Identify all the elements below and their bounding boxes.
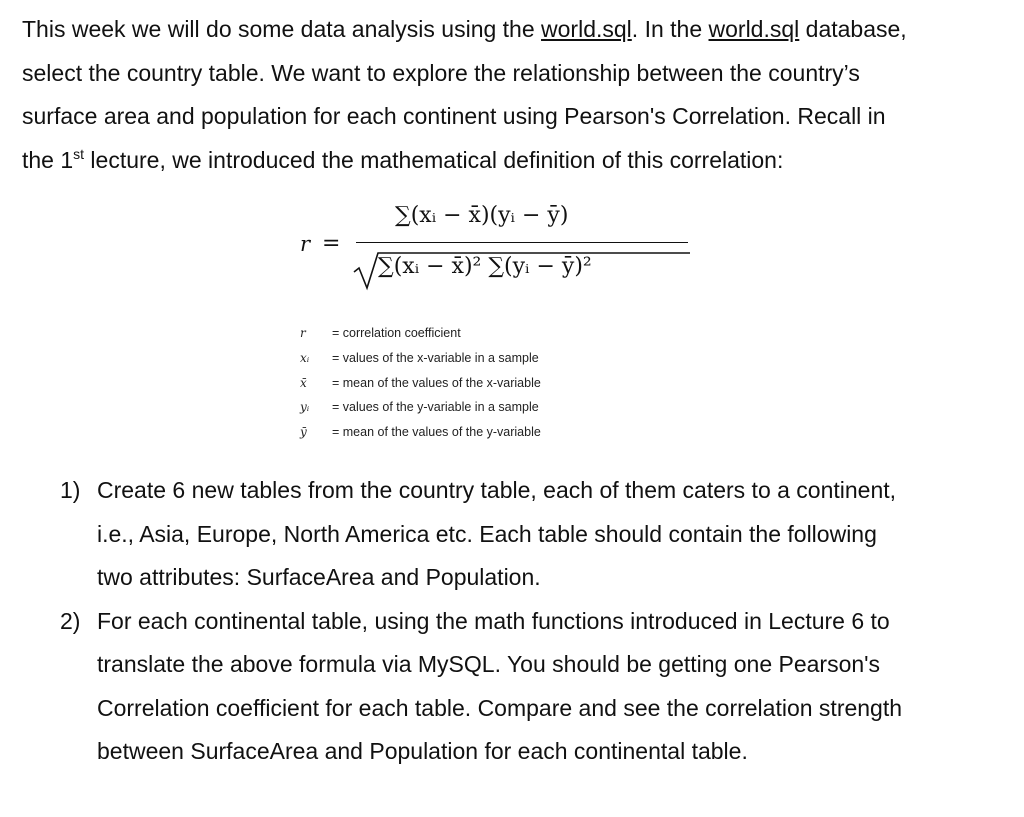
legend-text: = values of the x-variable in a sample bbox=[332, 350, 539, 365]
formula-equals: = bbox=[322, 231, 341, 256]
formula-denominator: ∑(xᵢ − x̄)² ∑(yᵢ − ȳ)² bbox=[378, 254, 592, 279]
formula-legend bbox=[300, 321, 541, 445]
questions-list bbox=[60, 469, 972, 774]
legend-text: = values of the y-variable in a sample bbox=[332, 400, 539, 415]
legend-text: = correlation coefficient bbox=[332, 326, 461, 340]
legend-symbol: yᵢ bbox=[300, 400, 310, 415]
question-line: i.e., Asia, Europe, North America etc. Each table should contain the following bbox=[97, 520, 877, 547]
formula-numerator: ∑(xᵢ − x̄)(yᵢ − ȳ) bbox=[395, 203, 569, 228]
intro-line-2: select the country table. We want to explore the relationship between the country’s bbox=[22, 59, 860, 86]
pearson-formula bbox=[300, 200, 700, 300]
ordinal-superscript: st bbox=[73, 145, 85, 162]
intro-line-3: surface area and population for each continent using Pearson's Correlation. Recall in bbox=[22, 103, 886, 129]
question-text bbox=[97, 600, 972, 774]
legend-text: = mean of the values of the x-variable bbox=[332, 375, 541, 390]
intro-text: This week we will do some data analysis using the bbox=[22, 16, 542, 42]
intro-line-1 bbox=[22, 8, 992, 52]
formula-lhs: r bbox=[300, 232, 311, 256]
question-line: between SurfaceArea and Population for each continental table. bbox=[97, 738, 748, 764]
question-line: Create 6 new tables from the country table, each of them caters to a continent, bbox=[97, 477, 897, 503]
legend-symbol: r bbox=[300, 326, 306, 340]
intro-text: database, bbox=[799, 16, 907, 42]
legend-row bbox=[300, 395, 541, 420]
question-1 bbox=[60, 469, 972, 600]
legend-symbol: xᵢ bbox=[300, 350, 310, 365]
question-line: translate the above formula via MySQL. You should be getting one Pearson's bbox=[97, 651, 881, 677]
legend-row bbox=[300, 346, 541, 371]
question-number: 2) bbox=[60, 607, 81, 634]
question-line: Correlation coefficient for each table. Compare and see the correlation strength bbox=[97, 694, 903, 721]
legend-symbol: x̄ bbox=[300, 375, 307, 390]
intro-text: lecture, we introduced the mathematical definition of this correlation: bbox=[84, 146, 784, 173]
legend-row bbox=[300, 321, 541, 346]
legend-text: = mean of the values of the y-variable bbox=[332, 425, 541, 440]
legend-row bbox=[300, 420, 541, 445]
world-sql-link-2[interactable]: world.sql bbox=[708, 16, 800, 42]
legend-row bbox=[300, 371, 541, 396]
question-2 bbox=[60, 600, 972, 774]
intro-line-4 bbox=[22, 139, 992, 183]
question-line: For each continental table, using the math functions introduced in Lecture 6 to bbox=[97, 607, 890, 634]
intro-text: . In the bbox=[631, 16, 709, 42]
legend-symbol: ȳ bbox=[300, 425, 307, 440]
question-line: two attributes: SurfaceArea and Population. bbox=[97, 564, 541, 590]
intro-text: the 1 bbox=[22, 146, 74, 173]
question-number: 1) bbox=[60, 477, 81, 503]
intro-paragraph bbox=[22, 8, 992, 182]
fraction-bar bbox=[356, 242, 688, 243]
question-text bbox=[97, 469, 972, 600]
world-sql-link[interactable]: world.sql bbox=[541, 16, 632, 42]
